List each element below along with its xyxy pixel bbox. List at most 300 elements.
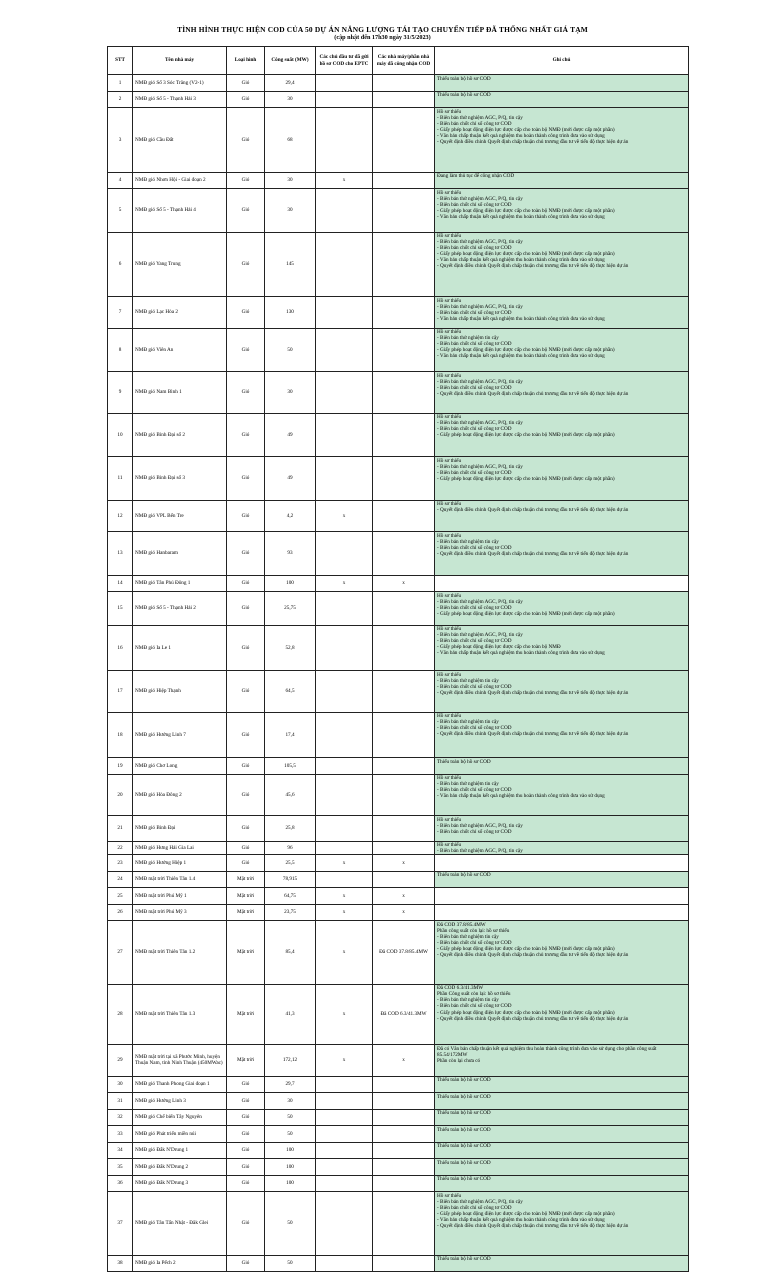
plant-type: Gió (227, 413, 265, 457)
table-row (108, 297, 689, 329)
cod-dossier-sent-mark (316, 372, 373, 414)
table-row (108, 108, 689, 173)
cod-recognized-mark (373, 108, 435, 173)
cod-dossier-sent-mark: x (316, 500, 373, 532)
cod-dossier-sent-mark (316, 1175, 373, 1192)
capacity-mw: 50 (265, 1192, 316, 1256)
capacity-mw: 93 (265, 532, 316, 576)
plant-name: NMĐ mặt trời tại xã Phước Minh, huyện Thuận Nam, tỉnh Ninh Thuận (450MWac) (133, 1045, 227, 1077)
row-number: 24 (108, 871, 133, 888)
table-row (108, 712, 689, 758)
cod-dossier-sent-mark: x (316, 921, 373, 985)
row-number: 10 (108, 413, 133, 457)
cod-recognized-mark (373, 1093, 435, 1110)
cod-dossier-sent-mark (316, 328, 373, 372)
notes: Thiếu toàn bộ hồ sơ COD (435, 1159, 689, 1176)
cod-dossier-sent-mark (316, 1093, 373, 1110)
plant-name: NMĐ mặt trời Thiên Tân 1.2 (133, 921, 227, 985)
table-row (108, 189, 689, 233)
row-number: 30 (108, 1076, 133, 1093)
cod-recognized-mark: x (373, 904, 435, 921)
row-number: 2 (108, 91, 133, 108)
cod-dossier-sent-mark (316, 592, 373, 626)
plant-type: Gió (227, 75, 265, 92)
row-number: 12 (108, 500, 133, 532)
notes: Hồ sơ thiếu - Biên bản thử nghiệm AGC, P/Q, tin cậy - Biên bản chốt chỉ số công tơ COD - Giấy phép hoạt động điện lực được cấp cho toàn bộ NMĐ (mới được cấp một phần) - Văn bản chấp thuận kết quả nghiệm thu hoàn thành công trình đưa vào sử dụng - Quyết định điều chỉnh Quyết định chấp thuận chủ trương đầu tư về tiến độ thực hiện dự án (435, 1192, 689, 1256)
plant-type: Gió (227, 1093, 265, 1110)
plant-name: NMĐ gió Số 3 Sóc Trăng (V2-1) (133, 75, 227, 92)
row-number: 36 (108, 1175, 133, 1192)
plant-name: NMĐ gió Bình Đại số 2 (133, 413, 227, 457)
plant-name: NMĐ gió VPL Bến Tre (133, 500, 227, 532)
table-row (108, 575, 689, 592)
row-number: 26 (108, 904, 133, 921)
cod-dossier-sent-mark (316, 413, 373, 457)
notes: Thiếu toàn bộ hồ sơ COD (435, 1126, 689, 1143)
plant-name: NMĐ gió Lạc Hòa 2 (133, 297, 227, 329)
table-row (108, 532, 689, 576)
capacity-mw: 17,4 (265, 712, 316, 758)
row-number: 16 (108, 625, 133, 671)
cod-recognized-mark: x (373, 1045, 435, 1077)
notes: Thiếu toàn bộ hồ sơ COD (435, 75, 689, 92)
plant-type: Gió (227, 172, 265, 189)
cod-recognized-mark (373, 500, 435, 532)
table-row (108, 372, 689, 414)
cod-dossier-sent-mark (316, 1109, 373, 1126)
row-number: 31 (108, 1093, 133, 1110)
capacity-mw: 85,4 (265, 921, 316, 985)
cod-recognized-mark (373, 91, 435, 108)
column-header: Các chủ đầu tư đã gửi hồ sơ COD cho EPTC (316, 47, 373, 75)
cod-dossier-sent-mark (316, 625, 373, 671)
column-header: Loại hình (227, 47, 265, 75)
cod-recognized-mark (373, 328, 435, 372)
cod-dossier-sent-mark: x (316, 1045, 373, 1077)
column-header: Ghi chú (435, 47, 689, 75)
cod-dossier-sent-mark (316, 1076, 373, 1093)
table-row (108, 91, 689, 108)
notes: Thiếu toàn bộ hồ sơ COD (435, 1076, 689, 1093)
cod-recognized-mark: x (373, 888, 435, 905)
plant-type: Gió (227, 816, 265, 842)
cod-recognized-mark (373, 372, 435, 414)
table-row (108, 1093, 689, 1110)
plant-type: Mặt trời (227, 1045, 265, 1077)
table-row (108, 232, 689, 297)
row-number: 38 (108, 1255, 133, 1272)
plant-type: Gió (227, 372, 265, 414)
notes: Hồ sơ thiếu - Biên bản thử nghiệm AGC, P/Q, tin cậy - Biên bản chốt chỉ số công tơ COD - Giấy phép hoạt động điện lực được cấp cho toàn bộ NMĐ (mới được cấp một phần) - Văn bản chấp thuận kết quả nghiệm thu hoàn thành công trình đưa vào sử dụng - Quyết định điều chỉnh Quyết định chấp thuận chủ trương đầu tư về tiến độ thực hiện dự án (435, 108, 689, 173)
plant-name: NMĐ gió Ia Le 1 (133, 625, 227, 671)
plant-name: NMĐ gió Chơ Long (133, 758, 227, 775)
row-number: 5 (108, 189, 133, 233)
cod-dossier-sent-mark (316, 1159, 373, 1176)
notes: Đang làm thủ tục để công nhận COD (435, 172, 689, 189)
cod-recognized-mark (373, 1109, 435, 1126)
notes: Thiếu toàn bộ hồ sơ COD (435, 871, 689, 888)
cod-recognized-mark (373, 774, 435, 816)
capacity-mw: 25,8 (265, 816, 316, 842)
table-row (108, 904, 689, 921)
cod-recognized-mark (373, 1255, 435, 1272)
plant-type: Gió (227, 532, 265, 576)
plant-name: NMĐ gió Hướng Linh 7 (133, 712, 227, 758)
plant-type: Gió (227, 1175, 265, 1192)
table-row (108, 1076, 689, 1093)
plant-name: NMĐ gió Số 5 - Thạnh Hải 2 (133, 592, 227, 626)
capacity-mw: 29,7 (265, 1076, 316, 1093)
capacity-mw: 172,12 (265, 1045, 316, 1077)
row-number: 13 (108, 532, 133, 576)
capacity-mw: 30 (265, 91, 316, 108)
cod-status-table (107, 46, 689, 1272)
row-number: 7 (108, 297, 133, 329)
cod-dossier-sent-mark (316, 232, 373, 297)
capacity-mw: 29,4 (265, 75, 316, 92)
cod-recognized-mark (373, 671, 435, 713)
cod-recognized-mark (373, 1142, 435, 1159)
table-row (108, 625, 689, 671)
row-number: 11 (108, 457, 133, 501)
plant-type: Mặt trời (227, 904, 265, 921)
cod-recognized-mark (373, 816, 435, 842)
row-number: 20 (108, 774, 133, 816)
row-number: 6 (108, 232, 133, 297)
plant-name: NMĐ mặt trời Phú Mỹ 1 (133, 888, 227, 905)
row-number: 33 (108, 1126, 133, 1143)
capacity-mw: 45,6 (265, 774, 316, 816)
cod-recognized-mark: x (373, 575, 435, 592)
notes (435, 888, 689, 905)
cod-recognized-mark (373, 871, 435, 888)
row-number: 23 (108, 855, 133, 872)
column-header: Các nhà máy/phần nhà máy đã công nhận COD (373, 47, 435, 75)
plant-name: NMĐ gió Đắk N'Drung 3 (133, 1175, 227, 1192)
cod-recognized-mark (373, 1126, 435, 1143)
row-number: 29 (108, 1045, 133, 1077)
plant-type: Mặt trời (227, 921, 265, 985)
table-row (108, 328, 689, 372)
table-row (108, 841, 689, 855)
column-header: STT (108, 47, 133, 75)
plant-name: NMĐ gió Thanh Phong Giai đoạn 1 (133, 1076, 227, 1093)
plant-type: Gió (227, 855, 265, 872)
plant-name: NMĐ gió Yang Trung (133, 232, 227, 297)
row-number: 18 (108, 712, 133, 758)
capacity-mw: 30 (265, 172, 316, 189)
capacity-mw: 50 (265, 328, 316, 372)
cod-recognized-mark: Đã COD 37.8/85.4MW (373, 921, 435, 985)
notes: Hồ sơ thiếu - Biên bản thử nghiệm tin cậy - Biên bản chốt chỉ số công tơ COD - Giấy phép hoạt động điện lực được cấp cho toàn bộ NMĐ (mới được cấp một phần) - Văn bản chấp thuận kết quả nghiệm thu hoàn thành công trình đưa vào sử dụng (435, 328, 689, 372)
notes: Hồ sơ thiếu - Quyết định điều chỉnh Quyết định chấp thuận chủ trương đầu tư về tiến độ thực hiện dự án (435, 500, 689, 532)
page-title: TÌNH HÌNH THỰC HIỆN COD CỦA 50 DỰ ÁN NĂNG LƯỢNG TÁI TẠO CHUYỂN TIẾP ĐÃ THỐNG NHẤT GIÁ TẠM (177, 25, 588, 34)
notes: Thiếu toàn bộ hồ sơ COD (435, 1093, 689, 1110)
notes: Hồ sơ thiếu - Biên bản thử nghiệm AGC, P/Q, tin cậy - Biên bản chốt chỉ số công tơ COD - Giấy phép hoạt động điện lực được cấp cho toàn bộ NMĐ (mới được cấp một phần) (435, 457, 689, 501)
cod-dossier-sent-mark (316, 1142, 373, 1159)
cod-dossier-sent-mark (316, 841, 373, 855)
plant-type: Mặt trời (227, 871, 265, 888)
row-number: 19 (108, 758, 133, 775)
capacity-mw: 49 (265, 457, 316, 501)
plant-type: Gió (227, 500, 265, 532)
plant-type: Gió (227, 671, 265, 713)
table-row (108, 172, 689, 189)
plant-type: Gió (227, 232, 265, 297)
plant-type: Gió (227, 1109, 265, 1126)
table-row (108, 855, 689, 872)
capacity-mw: 78,915 (265, 871, 316, 888)
plant-type: Gió (227, 1255, 265, 1272)
cod-recognized-mark (373, 172, 435, 189)
table-row (108, 758, 689, 775)
table-row (108, 1159, 689, 1176)
capacity-mw: 50 (265, 1126, 316, 1143)
plant-name: NMĐ gió Tân Tấn Nhật - Đăk Glei (133, 1192, 227, 1256)
plant-type: Gió (227, 108, 265, 173)
plant-type: Gió (227, 297, 265, 329)
cod-recognized-mark (373, 457, 435, 501)
notes: Hồ sơ thiếu - Biên bản thử nghiệm AGC, P/Q, tin cậy - Biên bản chốt chỉ số công tơ COD - Quyết định điều chỉnh Quyết định chấp thuận chủ trương đầu tư về tiến độ thực hiện dự án (435, 372, 689, 414)
plant-name: NMĐ gió Nam Bình 1 (133, 372, 227, 414)
cod-dossier-sent-mark (316, 712, 373, 758)
plant-name: NMĐ gió Hướng Linh 3 (133, 1093, 227, 1110)
cod-recognized-mark (373, 532, 435, 576)
plant-name: NMĐ gió Hòa Đông 2 (133, 774, 227, 816)
cod-dossier-sent-mark (316, 758, 373, 775)
notes: Đã có Văn bản chấp thuận kết quả nghiệm thu hoàn thành công trình đưa vào sử dụng cho phần công suất 85.54/172MW Phần còn lại chưa có (435, 1045, 689, 1077)
notes: Hồ sơ thiếu - Biên bản thử nghiệm AGC, P/Q, tin cậy - Biên bản chốt chỉ số công tơ COD - Giấy phép hoạt động điện lực được cấp cho toàn bộ NMĐ (mới được cấp một phần) (435, 413, 689, 457)
notes: Thiếu toàn bộ hồ sơ COD (435, 758, 689, 775)
row-number: 34 (108, 1142, 133, 1159)
notes: Thiếu toàn bộ hồ sơ COD (435, 1142, 689, 1159)
notes: Hồ sơ thiếu - Biên bản thử nghiệm tin cậy - Biên bản chốt chỉ số công tơ COD - Văn bản chấp thuận kết quả nghiệm thu hoàn thành công trình đưa vào sử dụng (435, 774, 689, 816)
plant-name: NMĐ mặt trời Thiên Tân 1.3 (133, 984, 227, 1045)
cod-dossier-sent-mark (316, 457, 373, 501)
plant-type: Gió (227, 1126, 265, 1143)
plant-type: Gió (227, 774, 265, 816)
cod-recognized-mark (373, 1192, 435, 1256)
capacity-mw: 100 (265, 1175, 316, 1192)
cod-dossier-sent-mark: x (316, 888, 373, 905)
plant-name: NMĐ gió Phát triển miền núi (133, 1126, 227, 1143)
plant-name: NMĐ gió Chế biến Tây Nguyên (133, 1109, 227, 1126)
table-row (108, 1109, 689, 1126)
table-row (108, 774, 689, 816)
capacity-mw: 52,8 (265, 625, 316, 671)
cod-recognized-mark (373, 1076, 435, 1093)
page-subtitle: (cập nhật đến 17h30 ngày 31/5/2023) (334, 34, 431, 41)
row-number: 8 (108, 328, 133, 372)
cod-dossier-sent-mark (316, 532, 373, 576)
notes (435, 575, 689, 592)
capacity-mw: 30 (265, 1093, 316, 1110)
cod-dossier-sent-mark (316, 671, 373, 713)
column-header: Tên nhà máy (133, 47, 227, 75)
capacity-mw: 64,75 (265, 888, 316, 905)
notes: Hồ sơ thiếu - Biên bản thử nghiệm tin cậy - Biên bản chốt chỉ số công tơ COD - Quyết định điều chỉnh Quyết định chấp thuận chủ trương đầu tư về tiến độ thực hiện dự án (435, 712, 689, 758)
row-number: 32 (108, 1109, 133, 1126)
plant-type: Gió (227, 91, 265, 108)
cod-dossier-sent-mark (316, 91, 373, 108)
plant-type: Mặt trời (227, 984, 265, 1045)
notes: Thiếu toàn bộ hồ sơ COD (435, 91, 689, 108)
plant-type: Gió (227, 712, 265, 758)
capacity-mw: 100 (265, 1142, 316, 1159)
cod-dossier-sent-mark: x (316, 172, 373, 189)
capacity-mw: 68 (265, 108, 316, 173)
row-number: 3 (108, 108, 133, 173)
plant-type: Gió (227, 625, 265, 671)
notes: Hồ sơ thiếu - Biên bản thử nghiệm AGC, P/Q, tin cậy - Biên bản chốt chỉ số công tơ COD - Giấy phép hoạt động điện lực được cấp cho toàn bộ NMĐ - Văn bản chấp thuận kết quả nghiệm thu hoàn thành công trình đưa vào sử dụng (435, 625, 689, 671)
plant-type: Mặt trời (227, 888, 265, 905)
capacity-mw: 145 (265, 232, 316, 297)
cod-recognized-mark (373, 75, 435, 92)
capacity-mw: 105,5 (265, 758, 316, 775)
capacity-mw: 96 (265, 841, 316, 855)
capacity-mw: 30 (265, 189, 316, 233)
plant-name: NMĐ gió Bình Đại số 3 (133, 457, 227, 501)
capacity-mw: 49 (265, 413, 316, 457)
row-number: 21 (108, 816, 133, 842)
table-row (108, 1126, 689, 1143)
plant-type: Gió (227, 189, 265, 233)
table-row (108, 1255, 689, 1272)
row-number: 37 (108, 1192, 133, 1256)
row-number: 17 (108, 671, 133, 713)
notes: Hồ sơ thiếu - Biên bản thử nghiệm AGC, P/Q, tin cậy - Biên bản chốt chỉ số công tơ COD - Giấy phép hoạt động điện lực được cấp cho toàn bộ NMĐ (mới được cấp một phần) - Văn bản chấp thuận kết quả nghiệm thu hoàn thành công trình đưa vào sử dụng (435, 189, 689, 233)
table-row (108, 1045, 689, 1077)
plant-type: Gió (227, 1076, 265, 1093)
notes: Hồ sơ thiếu - Biên bản thử nghiệm AGC, P/Q, tin cậy - Biên bản chốt chỉ số công tơ COD - Giấy phép hoạt động điện lực được cấp cho toàn bộ NMĐ (mới được cấp một phần) (435, 592, 689, 626)
notes: Hồ sơ thiếu - Biên bản thử nghiệm AGC, P/Q, tin cậy - Biên bản chốt chỉ số công tơ COD - Văn bản chấp thuận kết quả nghiệm thu hoàn thành công trình đưa vào sử dụng (435, 297, 689, 329)
table-row (108, 457, 689, 501)
table-body (108, 75, 689, 1272)
plant-name: NMĐ gió Số 5 - Thạnh Hải 4 (133, 189, 227, 233)
table-row (108, 1192, 689, 1256)
table-row (108, 888, 689, 905)
table-row (108, 671, 689, 713)
plant-type: Gió (227, 758, 265, 775)
cod-recognized-mark (373, 232, 435, 297)
cod-dossier-sent-mark (316, 774, 373, 816)
cod-recognized-mark (373, 297, 435, 329)
plant-name: NMĐ gió Ia Pếch 2 (133, 1255, 227, 1272)
plant-name: NMĐ gió Viên An (133, 328, 227, 372)
cod-recognized-mark (373, 625, 435, 671)
cod-recognized-mark (373, 758, 435, 775)
capacity-mw: 30 (265, 372, 316, 414)
row-number: 27 (108, 921, 133, 985)
capacity-mw: 50 (265, 1109, 316, 1126)
cod-dossier-sent-mark: x (316, 855, 373, 872)
plant-name: NMĐ gió Cầu Đất (133, 108, 227, 173)
notes: Đã COD 6.3/41.3MW Phần Công suất còn lại: hồ sơ thiếu - Biên bản thử nghiệm tin cậy - Biên bản chốt chỉ số công tơ COD - Giấy phép hoạt động điện lực được cấp cho toàn bộ NMĐ (mới được cấp một phần) - Quyết định điều chỉnh Quyết định chấp thuận chủ trương đầu tư về tiến độ thực hiện dự án (435, 984, 689, 1045)
plant-name: NMĐ gió Tân Phú Đông 1 (133, 575, 227, 592)
notes (435, 904, 689, 921)
table-row (108, 816, 689, 842)
plant-name: NMĐ gió Đắk N'Drung 1 (133, 1142, 227, 1159)
table-row (108, 871, 689, 888)
cod-recognized-mark (373, 1175, 435, 1192)
table-row (108, 75, 689, 92)
plant-name: NMĐ mặt trời Phú Mỹ 3 (133, 904, 227, 921)
notes: Hồ sơ thiếu - Biên bản thử nghiệm tin cậy - Biên bản chốt chỉ số công tơ COD - Quyết định điều chỉnh Quyết định chấp thuận chủ trương đầu tư về tiến độ thực hiện dự án (435, 532, 689, 576)
notes: Hồ sơ thiếu - Biên bản thử nghiệm AGC, P/Q, tin cậy - Biên bản chốt chỉ số công tơ COD (435, 816, 689, 842)
cod-recognized-mark (373, 592, 435, 626)
table-row (108, 413, 689, 457)
plant-name: NMĐ gió Đắk N'Drung 2 (133, 1159, 227, 1176)
capacity-mw: 130 (265, 297, 316, 329)
row-number: 4 (108, 172, 133, 189)
table-row (108, 500, 689, 532)
cod-dossier-sent-mark (316, 871, 373, 888)
cod-recognized-mark (373, 1159, 435, 1176)
row-number: 25 (108, 888, 133, 905)
plant-type: Gió (227, 1159, 265, 1176)
table-row (108, 921, 689, 985)
plant-name: NMĐ gió Hướng Hiệp 1 (133, 855, 227, 872)
notes: Hồ sơ thiếu - Biên bản thử nghiệm AGC, P/Q, tin cậy - Biên bản chốt chỉ số công tơ COD - Giấy phép hoạt động điện lực được cấp cho toàn bộ NMĐ (mới được cấp một phần) - Văn bản chấp thuận kết quả nghiệm thu hoàn thành công trình đưa vào sử dụng - Quyết định điều chỉnh Quyết định chấp thuận chủ trương đầu tư về tiến độ thực hiện dự án (435, 232, 689, 297)
table-row (108, 592, 689, 626)
table-header-row (108, 47, 689, 75)
plant-type: Gió (227, 592, 265, 626)
cod-dossier-sent-mark: x (316, 984, 373, 1045)
cod-dossier-sent-mark (316, 297, 373, 329)
plant-name: NMĐ gió Bình Đại (133, 816, 227, 842)
column-header: Công suất (MW) (265, 47, 316, 75)
capacity-mw: 41,3 (265, 984, 316, 1045)
capacity-mw: 25,75 (265, 592, 316, 626)
notes: Thiếu toàn bộ hồ sơ COD (435, 1175, 689, 1192)
capacity-mw: 64,5 (265, 671, 316, 713)
cod-dossier-sent-mark (316, 816, 373, 842)
cod-recognized-mark (373, 189, 435, 233)
plant-name: NMĐ gió Nhơn Hội - Giai đoạn 2 (133, 172, 227, 189)
capacity-mw: 4,2 (265, 500, 316, 532)
row-number: 35 (108, 1159, 133, 1176)
notes (435, 855, 689, 872)
cod-dossier-sent-mark: x (316, 575, 373, 592)
table-row (108, 984, 689, 1045)
cod-recognized-mark (373, 712, 435, 758)
plant-name: NMĐ gió Hanbaram (133, 532, 227, 576)
notes: Thiếu toàn bộ hồ sơ COD (435, 1255, 689, 1272)
capacity-mw: 100 (265, 1159, 316, 1176)
row-number: 9 (108, 372, 133, 414)
cod-dossier-sent-mark: x (316, 904, 373, 921)
row-number: 1 (108, 75, 133, 92)
plant-name: NMĐ mặt trời Thiên Tân 1.4 (133, 871, 227, 888)
cod-dossier-sent-mark (316, 108, 373, 173)
plant-type: Gió (227, 328, 265, 372)
plant-name: NMĐ gió Số 5 - Thạnh Hải 3 (133, 91, 227, 108)
cod-recognized-mark (373, 413, 435, 457)
capacity-mw: 50 (265, 1255, 316, 1272)
notes: Hồ sơ thiếu - Biên bản thử nghiệm AGC, P/Q, tin cậy (435, 841, 689, 855)
row-number: 22 (108, 841, 133, 855)
cod-recognized-mark (373, 841, 435, 855)
row-number: 28 (108, 984, 133, 1045)
cod-recognized-mark: Đã COD 6.3/41.3MW (373, 984, 435, 1045)
row-number: 14 (108, 575, 133, 592)
table-row (108, 1175, 689, 1192)
capacity-mw: 100 (265, 575, 316, 592)
plant-type: Gió (227, 457, 265, 501)
cod-dossier-sent-mark (316, 189, 373, 233)
cod-dossier-sent-mark (316, 1192, 373, 1256)
plant-name: NMĐ gió Hưng Hải Gia Lai (133, 841, 227, 855)
